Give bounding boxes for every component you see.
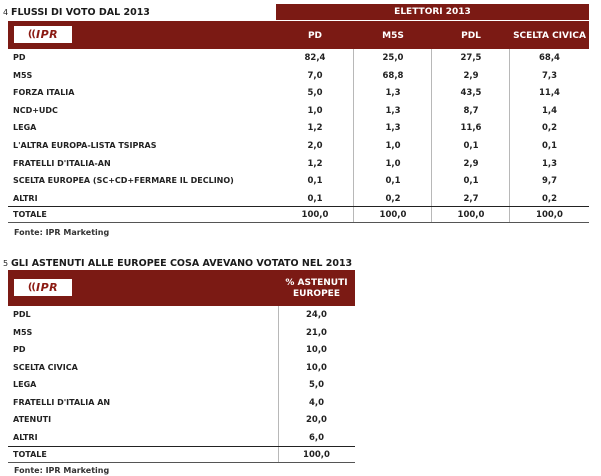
cell-value: 43,5 <box>460 88 482 99</box>
row-label: L'ALTRA EUROPA-LISTA TSIPRAS <box>13 141 157 150</box>
column-header-pdl: PDL <box>461 31 481 41</box>
group-header-label: ELETTORI 2013 <box>394 7 471 17</box>
cell-value: 7,0 <box>307 70 323 81</box>
cell-value: 0,2 <box>385 193 401 204</box>
table-number: 5 <box>3 259 9 268</box>
table-row <box>8 377 355 395</box>
cell-value: 68,8 <box>382 70 404 81</box>
row-label: PDL <box>13 310 31 319</box>
table-body <box>8 50 589 208</box>
table-row <box>8 173 589 191</box>
table-row <box>8 342 355 360</box>
ipr-logo-icon: (( <box>27 29 35 40</box>
cell-value: 0,1 <box>463 176 479 187</box>
cell-value: 0,1 <box>463 141 479 151</box>
table-row <box>8 412 355 430</box>
row-label: FORZA ITALIA <box>13 88 75 98</box>
cell-value: 6,0 <box>308 432 325 443</box>
table-body <box>8 307 355 447</box>
ipr-logo-text: IPR <box>36 281 59 294</box>
cell-value: 10,0 <box>306 345 327 355</box>
row-label: FRATELLI D'ITALIA-AN <box>13 158 111 168</box>
cell-value: 68,4 <box>539 53 560 63</box>
column-header-line1: % ASTENUTI <box>285 278 348 288</box>
cell-value: 20,0 <box>306 415 327 425</box>
ipr-logo <box>14 279 72 296</box>
cell-value: 1,3 <box>541 158 558 169</box>
cell-value: 0,1 <box>307 176 323 187</box>
cell-value: 1,0 <box>385 158 401 169</box>
cell-value: 0,2 <box>541 193 558 204</box>
source-note: Fonte: IPR Marketing <box>14 228 110 237</box>
cell-value: 0,1 <box>385 176 401 187</box>
table-title: FLUSSI DI VOTO DAL 2013 <box>11 7 150 18</box>
cell-value: 7,3 <box>541 70 558 81</box>
cell-value: 0,1 <box>307 193 323 204</box>
cell-value: 82,4 <box>304 53 326 63</box>
cell-value: 2,0 <box>307 141 323 151</box>
table-row <box>8 156 589 174</box>
table-bottom-rule <box>8 222 589 223</box>
table-bottom-rule <box>8 462 355 463</box>
cell-value: 5,0 <box>308 380 325 390</box>
cell-value: 24,0 <box>306 310 327 320</box>
column-header-line2: EUROPEE <box>293 289 340 299</box>
row-label: ALTRI <box>13 193 38 203</box>
total-value: 100,0 <box>303 450 330 460</box>
total-pd: 100,0 <box>301 210 329 220</box>
table-title: GLI ASTENUTI ALLE EUROPEE COSA AVEVANO VOTATO NEL 2013 <box>11 258 353 269</box>
table-row <box>8 360 355 378</box>
column-header-scelta-civica: SCELTA CIVICA <box>513 31 586 41</box>
row-label: NCD+UDC <box>13 105 58 115</box>
column-header-bar <box>8 270 355 306</box>
cell-value: 0,2 <box>541 123 558 134</box>
cell-value: 1,3 <box>385 123 401 134</box>
cell-value: 11,4 <box>539 88 560 99</box>
column-header-m5s: M5S <box>382 31 404 41</box>
table-row <box>8 103 589 121</box>
source-note: Fonte: IPR Marketing <box>14 466 110 475</box>
row-label: ATENUTI <box>13 415 52 424</box>
ipr-logo <box>14 26 72 43</box>
total-m5s: 100,0 <box>379 210 407 220</box>
group-header-bar <box>276 4 589 20</box>
total-pdl: 100,0 <box>457 210 485 220</box>
row-label: M5S <box>13 327 33 337</box>
table-row <box>8 120 589 138</box>
column-header-pd: PD <box>307 31 323 41</box>
table-row <box>8 138 589 156</box>
column-header-bar <box>8 21 589 49</box>
total-label: TOTALE <box>13 450 47 459</box>
table-row <box>8 68 589 86</box>
ipr-logo-text: IPR <box>36 28 59 41</box>
table-row <box>8 85 589 103</box>
ipr-logo-icon: (( <box>27 282 35 293</box>
cell-value: 27,5 <box>460 53 482 63</box>
cell-value: 4,0 <box>308 397 325 408</box>
table-number: 4 <box>3 8 9 17</box>
table-row <box>8 430 355 448</box>
total-label: TOTALE <box>13 210 47 219</box>
row-label: LEGA <box>13 123 37 133</box>
table-row <box>8 395 355 413</box>
cell-value: 1,2 <box>307 123 323 134</box>
cell-value: 10,0 <box>306 362 327 373</box>
row-label: SCELTA CIVICA <box>13 362 78 372</box>
table-row <box>8 50 589 68</box>
cell-value: 0,1 <box>541 141 558 151</box>
cell-value: 8,7 <box>463 105 479 116</box>
row-label: SCELTA EUROPEA (SC+CD+FERMARE IL DECLINO) <box>13 176 234 186</box>
cell-value: 11,6 <box>460 123 482 134</box>
cell-value: 1,3 <box>385 105 401 116</box>
table-row <box>8 325 355 343</box>
cell-value: 21,0 <box>306 327 327 338</box>
cell-value: 1,4 <box>541 105 558 116</box>
cell-value: 2,9 <box>463 70 479 81</box>
cell-value: 1,3 <box>385 88 401 99</box>
row-label: PD <box>13 53 26 62</box>
cell-value: 1,0 <box>385 141 401 151</box>
table-row <box>8 307 355 325</box>
row-label: PD <box>13 345 26 354</box>
cell-value: 9,7 <box>541 176 558 187</box>
row-label: ALTRI <box>13 432 38 442</box>
column-header-astenuti <box>278 278 355 300</box>
cell-value: 5,0 <box>307 88 323 99</box>
row-label: LEGA <box>13 380 37 389</box>
row-label: M5S <box>13 70 33 80</box>
row-label: FRATELLI D'ITALIA AN <box>13 397 111 407</box>
cell-value: 25,0 <box>382 53 404 63</box>
cell-value: 2,7 <box>463 193 479 204</box>
cell-value: 1,0 <box>307 105 323 116</box>
cell-value: 1,2 <box>307 158 323 169</box>
total-scelta-civica: 100,0 <box>536 210 563 220</box>
cell-value: 2,9 <box>463 158 479 169</box>
